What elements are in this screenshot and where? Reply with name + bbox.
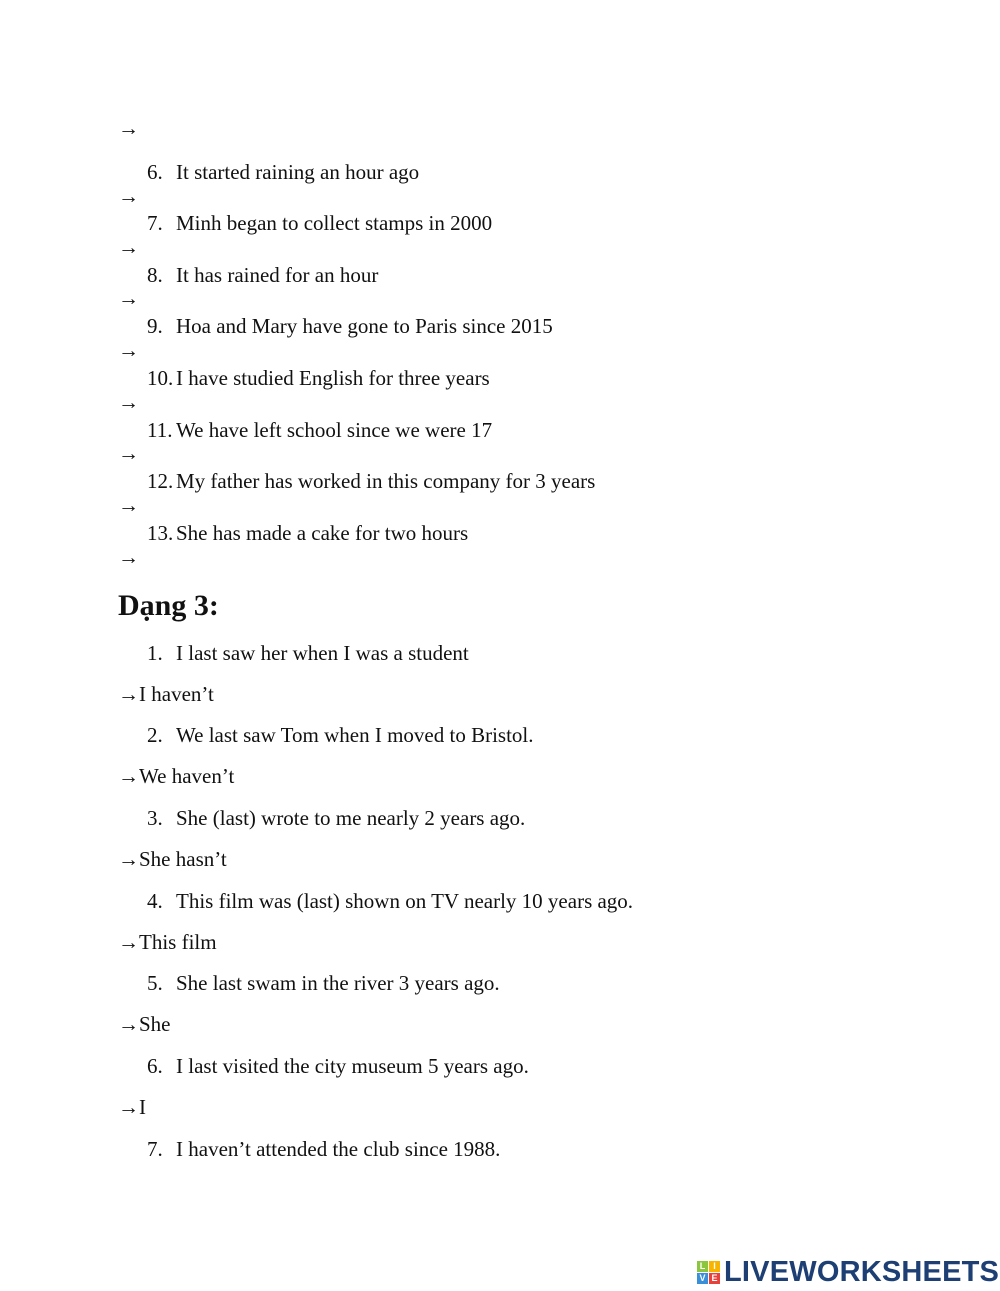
item-text: She has made a cake for two hours	[176, 521, 469, 545]
answer-arrow: →	[118, 286, 139, 310]
logo-tile: V	[697, 1273, 708, 1284]
answer-prompt: →We haven’t	[118, 764, 235, 788]
item-text: It has rained for an hour	[176, 263, 379, 287]
liveworksheets-logo	[697, 1256, 999, 1289]
answer-arrow: →	[118, 441, 139, 465]
item-number: 1.	[147, 641, 163, 665]
item-number: 3.	[147, 806, 163, 830]
answer-prompt: →She hasn’t	[118, 847, 227, 871]
item-number: 8.	[147, 263, 163, 287]
item-text: I last visited the city museum 5 years ago.	[176, 1054, 529, 1078]
item-text: I have studied English for three years	[176, 366, 490, 390]
answer-prompt: →She	[118, 1012, 171, 1036]
item-text: She last swam in the river 3 years ago.	[176, 971, 500, 995]
answer-prompt: →This film	[118, 930, 217, 954]
item-text: This film was (last) shown on TV nearly 10 years ago.	[176, 889, 634, 913]
logo-tile: L	[697, 1261, 708, 1272]
item-number: 13.	[147, 521, 174, 545]
item-number: 7.	[147, 211, 163, 235]
item-text: We last saw Tom when I moved to Bristol.	[176, 723, 534, 747]
logo-tile: I	[709, 1261, 720, 1272]
logo-tiles-icon	[697, 1261, 720, 1284]
item-number: 6.	[147, 160, 163, 184]
item-text: Minh began to collect stamps in 2000	[176, 211, 493, 235]
item-number: 5.	[147, 971, 163, 995]
item-number: 7.	[147, 1137, 163, 1161]
item-number: 9.	[147, 314, 163, 338]
item-number: 6.	[147, 1054, 163, 1078]
answer-arrow: →	[118, 493, 139, 517]
item-number: 4.	[147, 889, 163, 913]
item-text: She (last) wrote to me nearly 2 years ago.	[176, 806, 526, 830]
item-text: We have left school since we were 17	[176, 418, 493, 442]
answer-arrow: →	[118, 545, 139, 569]
item-number: 2.	[147, 723, 163, 747]
answer-prompt: →I haven’t	[118, 682, 214, 706]
logo-text: LIVEWORKSHEETS	[724, 1256, 1000, 1288]
item-text: My father has worked in this company for 3 years	[176, 469, 596, 493]
item-text: I haven’t attended the club since 1988.	[176, 1137, 501, 1161]
item-text: It started raining an hour ago	[176, 160, 420, 184]
section-heading: Dạng 3:	[118, 589, 219, 622]
answer-arrow: →	[118, 116, 139, 140]
logo-tile: E	[709, 1273, 720, 1284]
answer-arrow: →	[118, 338, 139, 362]
answer-arrow: →	[118, 184, 139, 208]
answer-arrow: →	[118, 390, 139, 414]
item-number: 11.	[147, 418, 173, 442]
answer-prompt: →I	[118, 1095, 146, 1119]
item-number: 10.	[147, 366, 174, 390]
item-number: 12.	[147, 469, 174, 493]
item-text: Hoa and Mary have gone to Paris since 2015	[176, 314, 553, 338]
answer-arrow: →	[118, 235, 139, 259]
item-text: I last saw her when I was a student	[176, 641, 469, 665]
